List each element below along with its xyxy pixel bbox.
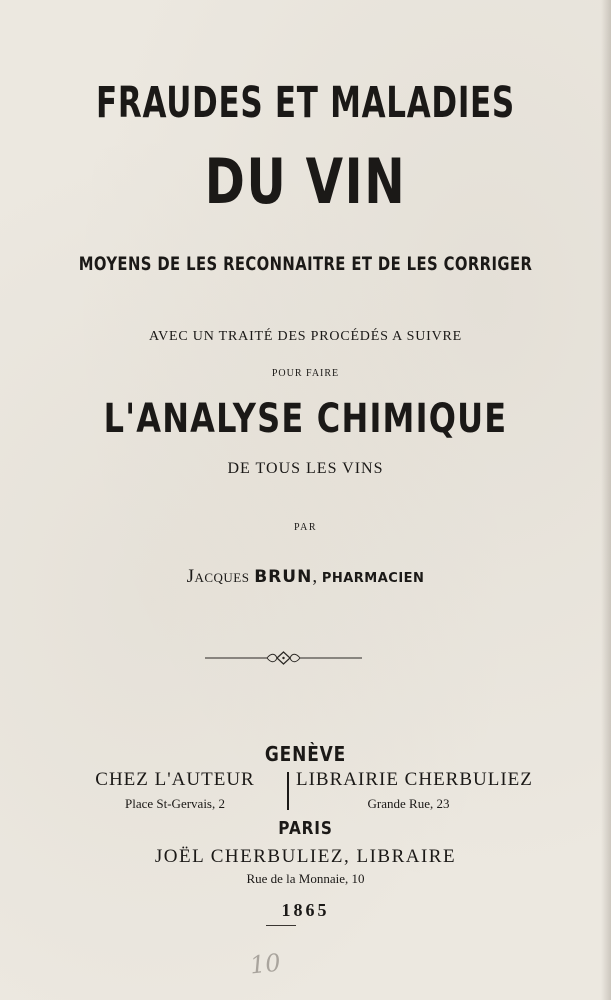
title-line-2: DU VIN [204, 145, 407, 218]
title-line-1: FRAUDES ET MALADIES [96, 78, 515, 128]
pour-faire-line: POUR FAIRE [271, 368, 340, 379]
subtitle: MOYENS DE LES RECONNAITRE ET DE LES CORRIGER [78, 253, 533, 275]
publisher-left [65, 768, 285, 814]
author-comma: , [312, 566, 318, 587]
publisher-right [296, 768, 533, 814]
author-line [0, 566, 611, 588]
main-heading: L'ANALYSE CHIMIQUE [103, 396, 508, 442]
publisher-right-name: LIBRAIRIE CHERBULIEZ [296, 769, 533, 790]
paris-publisher-address: Rue de la Monnaie, 10 [246, 871, 365, 886]
de-tous-line: DE TOUS LES VINS [227, 460, 384, 477]
publication-year: 1865 [281, 900, 330, 920]
publisher-left-address: Place St-Gervais, 2 [124, 796, 225, 811]
city-geneve: GENÈVE [264, 742, 347, 766]
author-first-name: Jacques [186, 566, 250, 587]
par-line: PAR [293, 522, 318, 533]
pencil-annotation: 10 [248, 948, 282, 980]
treatise-line: AVEC UN TRAITÉ DES PROCÉDÉS A SUIVRE [149, 329, 462, 344]
city-paris: PARIS [278, 818, 333, 839]
author-last-name: BRUN [254, 567, 313, 587]
publisher-left-name: CHEZ L'AUTEUR [95, 769, 255, 790]
publisher-right-address: Grande Rue, 23 [367, 796, 450, 811]
year-underline [266, 925, 296, 926]
ornament-divider [205, 650, 362, 666]
column-divider [287, 772, 289, 810]
author-occupation: PHARMACIEN [321, 571, 425, 586]
paris-publisher-name: JOËL CHERBULIEZ, LIBRAIRE [154, 846, 457, 867]
